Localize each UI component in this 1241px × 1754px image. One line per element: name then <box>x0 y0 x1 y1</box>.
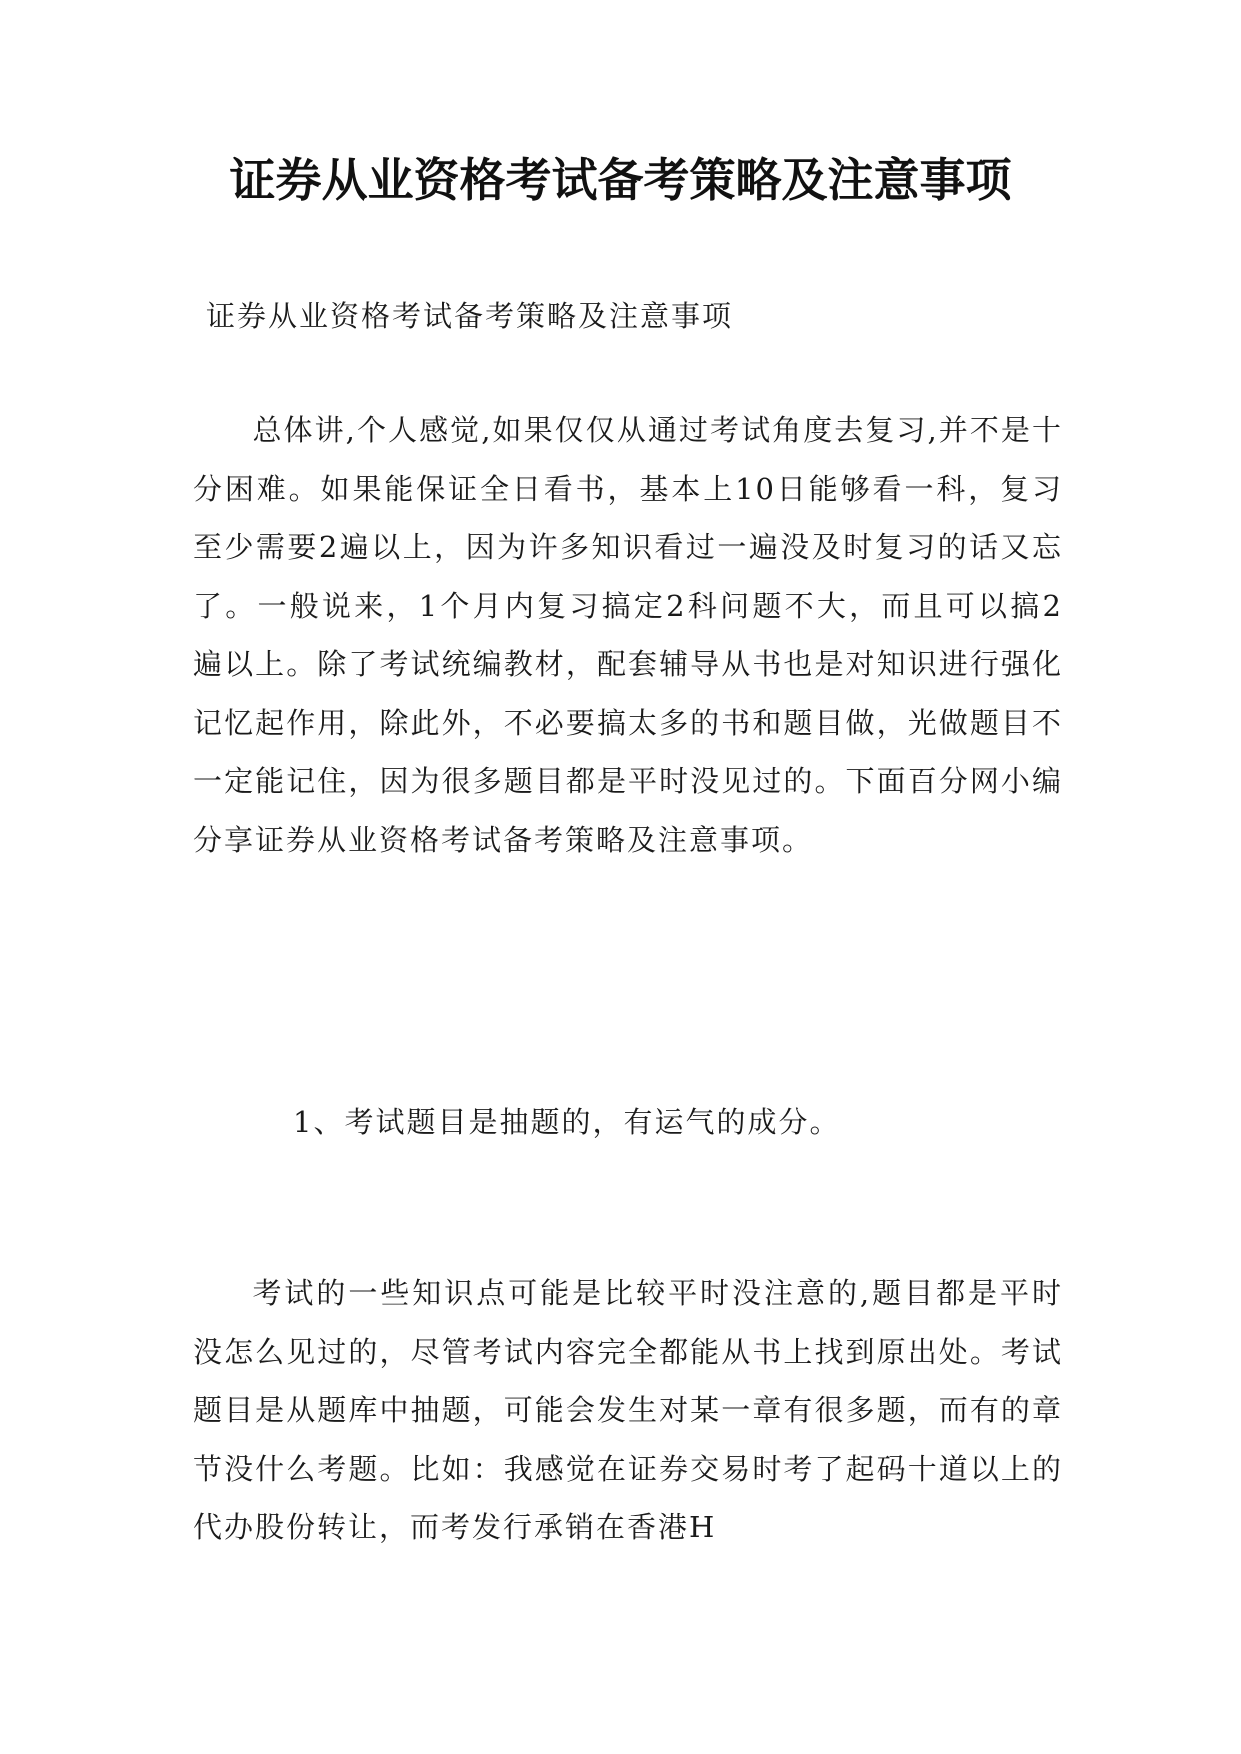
intro-paragraph: 总体讲,个人感觉,如果仅仅从通过考试角度去复习,并不是十分困难。如果能保证全日看书，基本上10日能够看一科，复习至少需要2遍以上，因为许多知识看过一遍没及时复习的话又忘了。一般说来，1个月内复习搞定2科问题不大，而且可以搞2 遍以上。除了考试统编教材，配套辅导从书也是对知识进行强化记忆起作用，除此外，不必要搞太多的书和题目做，光做题目不一定能记住，因为很多题目都是平时没见过的。下面百分网小编分享证券从业资格考试备考策略及注意事项。 <box>193 413 1063 857</box>
document-subtitle: 证券从业资格考试备考策略及注意事项 <box>206 299 734 333</box>
section-paragraph-1: 考试的一些知识点可能是比较平时没注意的,题目都是平时没怎么见过的，尽管考试内容完全都能从书上找到原出处。考试题目是从题库中抽题，可能会发生对某一章有很多题，而有的章节没什么考题。比如：我感觉在证券交易时考了起码十道以上的代办股份转让，而考发行承销在香港H <box>193 1276 1063 1544</box>
section-heading-1: 1、考试题目是抽题的，有运气的成分。 <box>293 1105 841 1139</box>
document-title: 证券从业资格考试备考策略及注意事项 <box>229 153 1012 207</box>
